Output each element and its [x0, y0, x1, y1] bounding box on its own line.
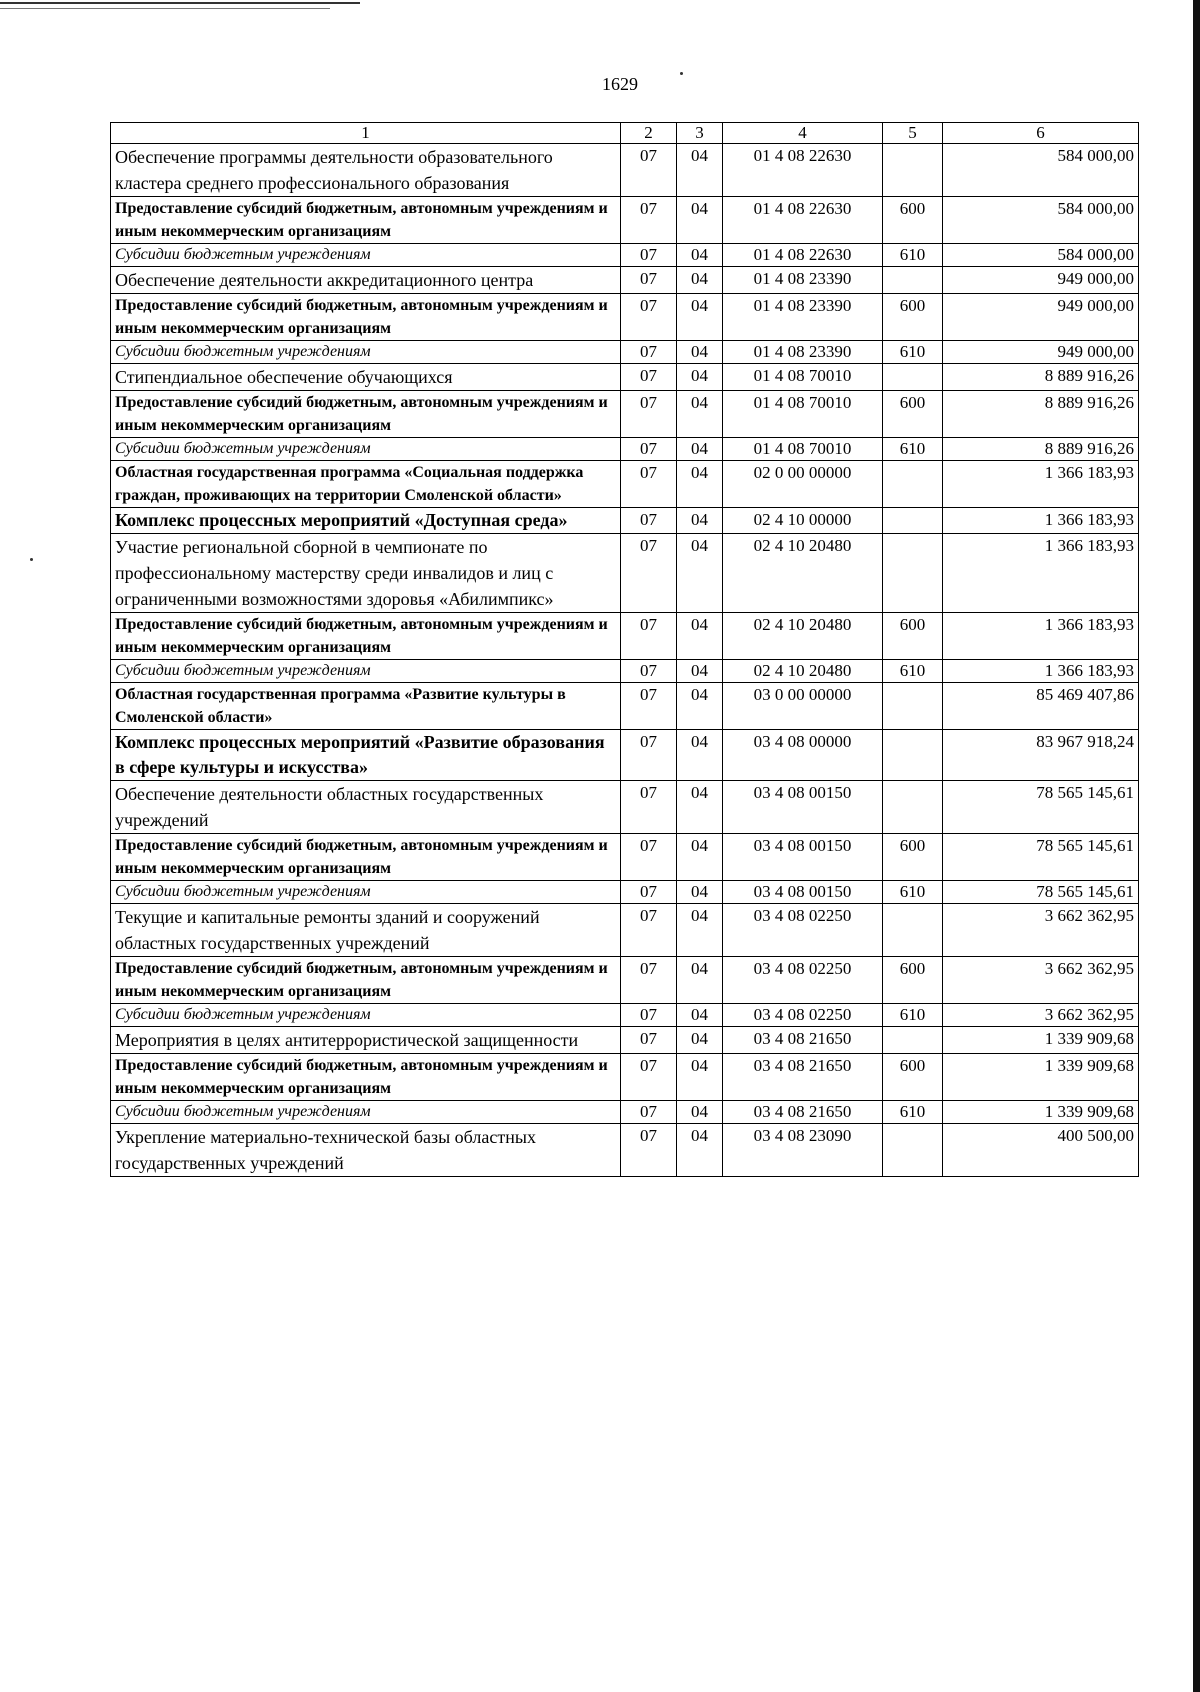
- row-name-cell: Субсидии бюджетным учреждениям: [111, 660, 621, 683]
- target-article-cell: 01 4 08 22630: [723, 144, 883, 197]
- scan-right-edge: [1193, 0, 1200, 1692]
- target-article-cell: 01 4 08 70010: [723, 364, 883, 391]
- subsection-code-cell: 04: [677, 294, 723, 341]
- expense-type-cell: [883, 683, 943, 730]
- subsection-code-cell: 04: [677, 683, 723, 730]
- table-row: [111, 144, 1139, 197]
- amount-cell: 1 366 183,93: [943, 508, 1139, 534]
- section-code-cell: 07: [621, 781, 677, 834]
- target-article-cell: 02 4 10 20480: [723, 660, 883, 683]
- row-name-cell: Обеспечение программы деятельности образовательного кластера среднего профессионального образования: [111, 144, 621, 197]
- table-row: [111, 534, 1139, 613]
- row-name-cell: Текущие и капитальные ремонты зданий и сооружений областных государственных учреждений: [111, 904, 621, 957]
- table-row: [111, 957, 1139, 1004]
- table-row: [111, 730, 1139, 781]
- subsection-code-cell: 04: [677, 834, 723, 881]
- target-article-cell: 01 4 08 70010: [723, 438, 883, 461]
- amount-cell: 1 339 909,68: [943, 1027, 1139, 1054]
- subsection-code-cell: 04: [677, 1054, 723, 1101]
- column-header: 2: [621, 123, 677, 144]
- table-row: [111, 244, 1139, 267]
- expense-type-cell: [883, 364, 943, 391]
- scan-top-rule: [0, 2, 360, 4]
- target-article-cell: 03 4 08 21650: [723, 1101, 883, 1124]
- expense-type-cell: 610: [883, 438, 943, 461]
- amount-cell: 584 000,00: [943, 197, 1139, 244]
- section-code-cell: 07: [621, 904, 677, 957]
- row-name-cell: Субсидии бюджетным учреждениям: [111, 341, 621, 364]
- expense-type-cell: 610: [883, 660, 943, 683]
- column-header: 6: [943, 123, 1139, 144]
- target-article-cell: 03 4 08 00150: [723, 881, 883, 904]
- section-code-cell: 07: [621, 267, 677, 294]
- section-code-cell: 07: [621, 294, 677, 341]
- row-name-cell: Обеспечение деятельности аккредитационного центра: [111, 267, 621, 294]
- subsection-code-cell: 04: [677, 364, 723, 391]
- section-code-cell: 07: [621, 144, 677, 197]
- subsection-code-cell: 04: [677, 197, 723, 244]
- column-header: 4: [723, 123, 883, 144]
- table-row: [111, 341, 1139, 364]
- section-code-cell: 07: [621, 391, 677, 438]
- target-article-cell: 03 4 08 02250: [723, 904, 883, 957]
- row-name-cell: Обеспечение деятельности областных государственных учреждений: [111, 781, 621, 834]
- row-name-cell: Мероприятия в целях антитеррористической защищенности: [111, 1027, 621, 1054]
- target-article-cell: 01 4 08 22630: [723, 197, 883, 244]
- amount-cell: 584 000,00: [943, 244, 1139, 267]
- target-article-cell: 03 4 08 02250: [723, 957, 883, 1004]
- scan-speck: [30, 558, 33, 561]
- section-code-cell: 07: [621, 364, 677, 391]
- amount-cell: 78 565 145,61: [943, 834, 1139, 881]
- subsection-code-cell: 04: [677, 730, 723, 781]
- table-row: [111, 904, 1139, 957]
- budget-table: [110, 122, 1139, 1177]
- expense-type-cell: 600: [883, 613, 943, 660]
- section-code-cell: 07: [621, 730, 677, 781]
- budget-table-body: [111, 123, 1139, 1177]
- target-article-cell: 02 4 10 20480: [723, 534, 883, 613]
- amount-cell: 949 000,00: [943, 341, 1139, 364]
- amount-cell: 85 469 407,86: [943, 683, 1139, 730]
- table-header-row: [111, 123, 1139, 144]
- expense-type-cell: [883, 461, 943, 508]
- target-article-cell: 02 4 10 20480: [723, 613, 883, 660]
- table-row: [111, 461, 1139, 508]
- row-name-cell: Предоставление субсидий бюджетным, автономным учреждениям и иным некоммерческим организациям: [111, 957, 621, 1004]
- row-name-cell: Предоставление субсидий бюджетным, автономным учреждениям и иным некоммерческим организациям: [111, 197, 621, 244]
- section-code-cell: 07: [621, 1004, 677, 1027]
- expense-type-cell: 610: [883, 244, 943, 267]
- table-row: [111, 683, 1139, 730]
- target-article-cell: 03 0 00 00000: [723, 683, 883, 730]
- target-article-cell: 03 4 08 00000: [723, 730, 883, 781]
- row-name-cell: Участие региональной сборной в чемпионате по профессиональному мастерству среди инвалидов и лиц с ограниченными возможностями здоровья «Абилимпикс»: [111, 534, 621, 613]
- subsection-code-cell: 04: [677, 244, 723, 267]
- target-article-cell: 02 4 10 00000: [723, 508, 883, 534]
- subsection-code-cell: 04: [677, 1101, 723, 1124]
- table-row: [111, 834, 1139, 881]
- target-article-cell: 01 4 08 22630: [723, 244, 883, 267]
- subsection-code-cell: 04: [677, 660, 723, 683]
- expense-type-cell: 600: [883, 1054, 943, 1101]
- section-code-cell: 07: [621, 1101, 677, 1124]
- amount-cell: 8 889 916,26: [943, 391, 1139, 438]
- subsection-code-cell: 04: [677, 904, 723, 957]
- column-header: 5: [883, 123, 943, 144]
- subsection-code-cell: 04: [677, 534, 723, 613]
- row-name-cell: Субсидии бюджетным учреждениям: [111, 244, 621, 267]
- row-name-cell: Предоставление субсидий бюджетным, автономным учреждениям и иным некоммерческим организациям: [111, 391, 621, 438]
- target-article-cell: 01 4 08 70010: [723, 391, 883, 438]
- amount-cell: 1 366 183,93: [943, 660, 1139, 683]
- amount-cell: 3 662 362,95: [943, 1004, 1139, 1027]
- target-article-cell: 03 4 08 02250: [723, 1004, 883, 1027]
- row-name-cell: Предоставление субсидий бюджетным, автономным учреждениям и иным некоммерческим организациям: [111, 1054, 621, 1101]
- table-row: [111, 438, 1139, 461]
- expense-type-cell: [883, 508, 943, 534]
- expense-type-cell: [883, 267, 943, 294]
- table-row: [111, 364, 1139, 391]
- target-article-cell: 03 4 08 21650: [723, 1054, 883, 1101]
- expense-type-cell: 610: [883, 1004, 943, 1027]
- amount-cell: 1 339 909,68: [943, 1101, 1139, 1124]
- expense-type-cell: 600: [883, 294, 943, 341]
- target-article-cell: 03 4 08 00150: [723, 834, 883, 881]
- section-code-cell: 07: [621, 244, 677, 267]
- table-row: [111, 1027, 1139, 1054]
- row-name-cell: Предоставление субсидий бюджетным, автономным учреждениям и иным некоммерческим организациям: [111, 613, 621, 660]
- row-name-cell: Субсидии бюджетным учреждениям: [111, 1004, 621, 1027]
- section-code-cell: 07: [621, 461, 677, 508]
- expense-type-cell: [883, 904, 943, 957]
- subsection-code-cell: 04: [677, 341, 723, 364]
- expense-type-cell: 600: [883, 834, 943, 881]
- expense-type-cell: 610: [883, 881, 943, 904]
- expense-type-cell: 600: [883, 957, 943, 1004]
- amount-cell: 78 565 145,61: [943, 781, 1139, 834]
- section-code-cell: 07: [621, 683, 677, 730]
- amount-cell: 400 500,00: [943, 1124, 1139, 1177]
- expense-type-cell: [883, 1027, 943, 1054]
- subsection-code-cell: 04: [677, 438, 723, 461]
- section-code-cell: 07: [621, 834, 677, 881]
- amount-cell: 3 662 362,95: [943, 904, 1139, 957]
- table-row: [111, 508, 1139, 534]
- row-name-cell: Предоставление субсидий бюджетным, автономным учреждениям и иным некоммерческим организациям: [111, 834, 621, 881]
- section-code-cell: 07: [621, 1054, 677, 1101]
- amount-cell: 1 366 183,93: [943, 534, 1139, 613]
- page-number: 1629: [602, 74, 638, 94]
- amount-cell: 1 366 183,93: [943, 461, 1139, 508]
- subsection-code-cell: 04: [677, 1004, 723, 1027]
- section-code-cell: 07: [621, 660, 677, 683]
- table-row: [111, 881, 1139, 904]
- row-name-cell: Стипендиальное обеспечение обучающихся: [111, 364, 621, 391]
- section-code-cell: 07: [621, 341, 677, 364]
- row-name-cell: Комплекс процессных мероприятий «Доступная среда»: [111, 508, 621, 534]
- table-row: [111, 197, 1139, 244]
- section-code-cell: 07: [621, 881, 677, 904]
- section-code-cell: 07: [621, 197, 677, 244]
- table-row: [111, 781, 1139, 834]
- table-row: [111, 391, 1139, 438]
- subsection-code-cell: 04: [677, 881, 723, 904]
- expense-type-cell: 610: [883, 341, 943, 364]
- subsection-code-cell: 04: [677, 144, 723, 197]
- table-row: [111, 1124, 1139, 1177]
- subsection-code-cell: 04: [677, 1124, 723, 1177]
- row-name-cell: Субсидии бюджетным учреждениям: [111, 438, 621, 461]
- expense-type-cell: [883, 781, 943, 834]
- section-code-cell: 07: [621, 1027, 677, 1054]
- row-name-cell: Комплекс процессных мероприятий «Развитие образования в сфере культуры и искусства»: [111, 730, 621, 781]
- target-article-cell: 03 4 08 00150: [723, 781, 883, 834]
- table-row: [111, 1004, 1139, 1027]
- amount-cell: 949 000,00: [943, 267, 1139, 294]
- expense-type-cell: 600: [883, 197, 943, 244]
- expense-type-cell: [883, 534, 943, 613]
- row-name-cell: Областная государственная программа «Социальная поддержка граждан, проживающих на территории Смоленской области»: [111, 461, 621, 508]
- amount-cell: 1 366 183,93: [943, 613, 1139, 660]
- row-name-cell: Укрепление материально-технической базы областных государственных учреждений: [111, 1124, 621, 1177]
- row-name-cell: Областная государственная программа «Развитие культуры в Смоленской области»: [111, 683, 621, 730]
- amount-cell: 1 339 909,68: [943, 1054, 1139, 1101]
- row-name-cell: Предоставление субсидий бюджетным, автономным учреждениям и иным некоммерческим организациям: [111, 294, 621, 341]
- amount-cell: 8 889 916,26: [943, 438, 1139, 461]
- amount-cell: 78 565 145,61: [943, 881, 1139, 904]
- table-row: [111, 613, 1139, 660]
- expense-type-cell: 600: [883, 391, 943, 438]
- target-article-cell: 02 0 00 00000: [723, 461, 883, 508]
- amount-cell: 584 000,00: [943, 144, 1139, 197]
- expense-type-cell: [883, 1124, 943, 1177]
- amount-cell: 8 889 916,26: [943, 364, 1139, 391]
- target-article-cell: 01 4 08 23390: [723, 267, 883, 294]
- subsection-code-cell: 04: [677, 613, 723, 660]
- row-name-cell: Субсидии бюджетным учреждениям: [111, 1101, 621, 1124]
- table-row: [111, 1054, 1139, 1101]
- table-row: [111, 267, 1139, 294]
- amount-cell: 83 967 918,24: [943, 730, 1139, 781]
- subsection-code-cell: 04: [677, 1027, 723, 1054]
- amount-cell: 949 000,00: [943, 294, 1139, 341]
- row-name-cell: Субсидии бюджетным учреждениям: [111, 881, 621, 904]
- section-code-cell: 07: [621, 534, 677, 613]
- section-code-cell: 07: [621, 438, 677, 461]
- subsection-code-cell: 04: [677, 267, 723, 294]
- amount-cell: 3 662 362,95: [943, 957, 1139, 1004]
- section-code-cell: 07: [621, 1124, 677, 1177]
- table-row: [111, 294, 1139, 341]
- table-row: [111, 1101, 1139, 1124]
- expense-type-cell: [883, 730, 943, 781]
- section-code-cell: 07: [621, 957, 677, 1004]
- target-article-cell: 03 4 08 21650: [723, 1027, 883, 1054]
- column-header: 3: [677, 123, 723, 144]
- target-article-cell: 01 4 08 23390: [723, 294, 883, 341]
- target-article-cell: 03 4 08 23090: [723, 1124, 883, 1177]
- scan-speck: [680, 72, 683, 75]
- table-row: [111, 660, 1139, 683]
- subsection-code-cell: 04: [677, 957, 723, 1004]
- section-code-cell: 07: [621, 508, 677, 534]
- subsection-code-cell: 04: [677, 508, 723, 534]
- subsection-code-cell: 04: [677, 781, 723, 834]
- expense-type-cell: [883, 144, 943, 197]
- subsection-code-cell: 04: [677, 461, 723, 508]
- target-article-cell: 01 4 08 23390: [723, 341, 883, 364]
- section-code-cell: 07: [621, 613, 677, 660]
- subsection-code-cell: 04: [677, 391, 723, 438]
- expense-type-cell: 610: [883, 1101, 943, 1124]
- column-header: 1: [111, 123, 621, 144]
- scan-top-rule-secondary: [0, 8, 330, 9]
